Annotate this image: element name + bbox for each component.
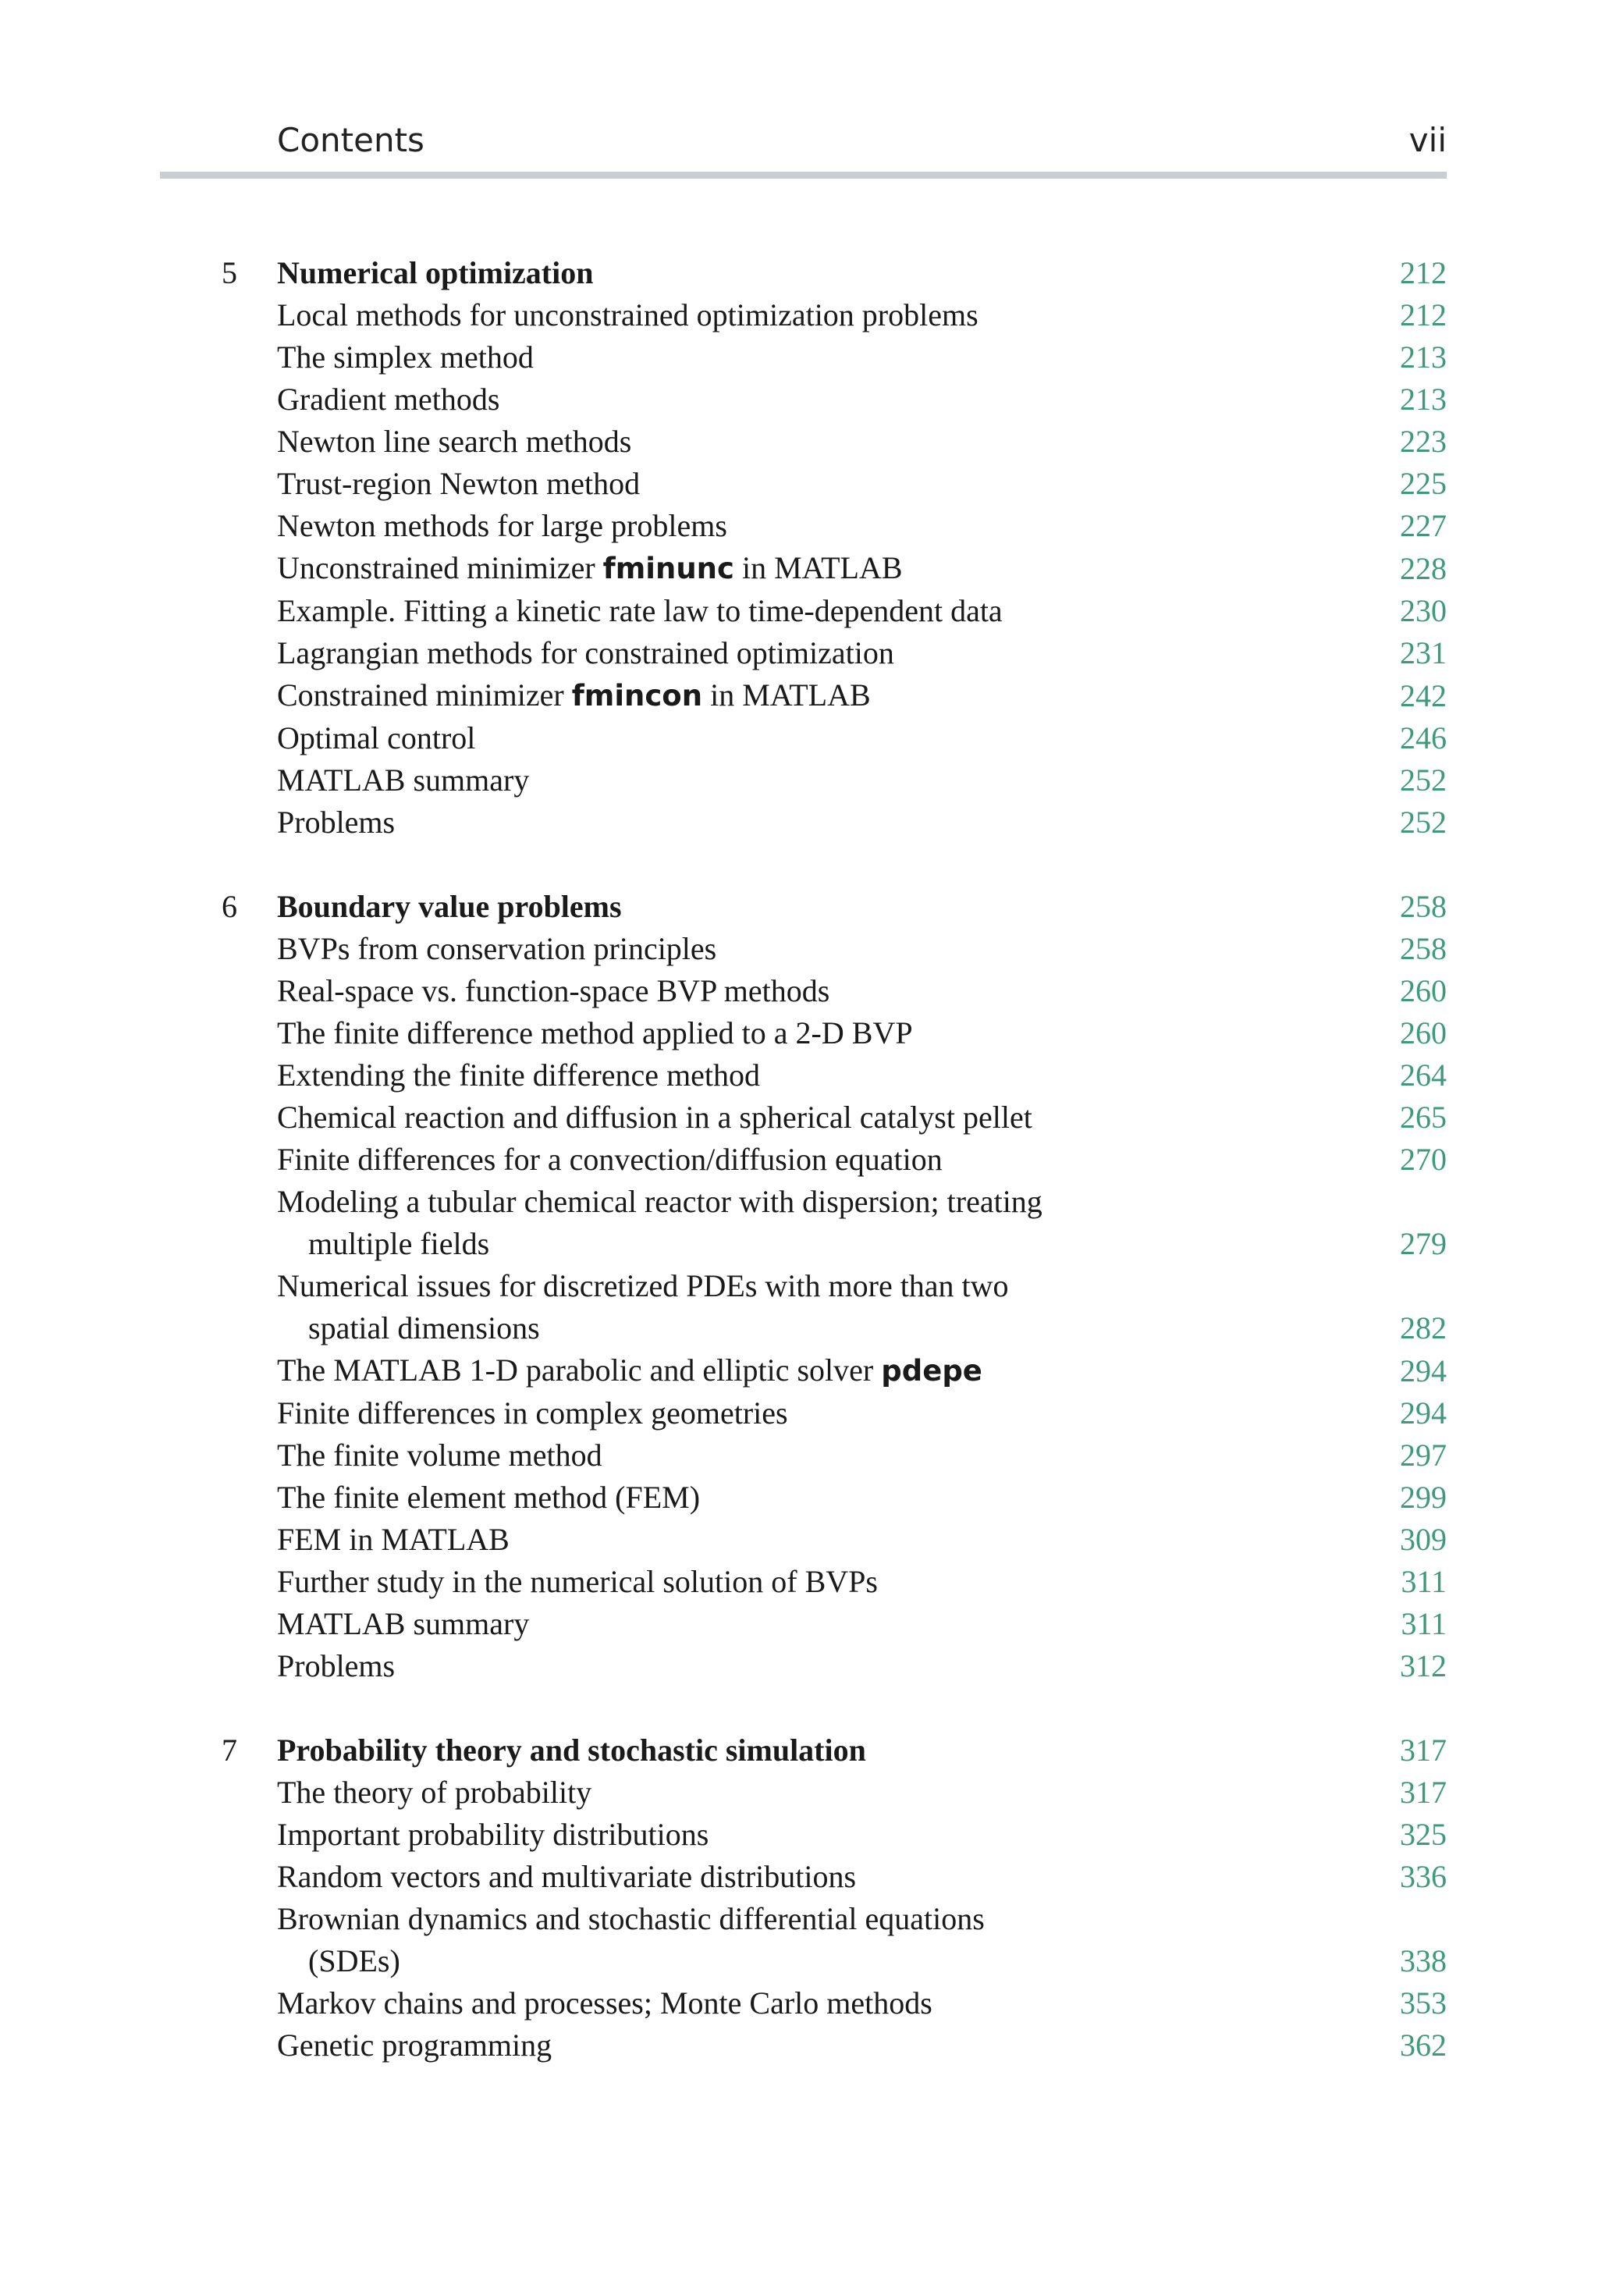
toc-entry[interactable] — [211, 1561, 1447, 1603]
entry-title: Problems — [277, 1648, 396, 1683]
page-ref: 223 — [1400, 424, 1447, 459]
page-ref: 260 — [1400, 973, 1447, 1008]
page-ref: 353 — [1400, 1985, 1447, 2021]
page-title: Contents — [277, 121, 424, 159]
page-ref: 212 — [1400, 255, 1447, 290]
code-term: pdepe — [881, 1354, 982, 1388]
toc-entry[interactable] — [211, 1477, 1447, 1519]
chapter-heading[interactable] — [211, 252, 1447, 294]
entry-title: Genetic programming — [277, 2028, 552, 2063]
entry-title: Extending the finite difference method — [277, 1057, 761, 1093]
entry-title: Optimal control — [277, 720, 476, 755]
toc-entry[interactable] — [211, 463, 1447, 505]
page-ref: 230 — [1400, 593, 1447, 628]
entry-title: Local methods for unconstrained optimization problems — [277, 297, 978, 332]
entry-title: Chemical reaction and diffusion in a spherical catalyst pellet — [277, 1100, 1032, 1135]
chapter-number: 6 — [222, 889, 237, 924]
page-ref: 279 — [1400, 1226, 1447, 1261]
entry-title: The finite element method (FEM) — [277, 1480, 701, 1515]
toc-entry[interactable] — [211, 379, 1447, 421]
entry-title: BVPs from conservation principles — [277, 931, 717, 966]
entry-line1: Numerical issues for discretized PDEs with more than two — [277, 1268, 1009, 1303]
toc-entry[interactable] — [211, 1519, 1447, 1561]
chapter-5 — [211, 252, 1447, 844]
chapter-heading[interactable] — [211, 886, 1447, 928]
toc-entry[interactable] — [211, 336, 1447, 379]
chapter-number: 5 — [222, 255, 237, 290]
page-ref: 258 — [1400, 931, 1447, 966]
entry-title — [277, 1265, 1337, 1349]
page-number: vii — [1408, 121, 1447, 159]
toc-entry[interactable] — [211, 717, 1447, 759]
chapter-title: Probability theory and stochastic simulation — [277, 1733, 866, 1768]
entry-title: Further study in the numerical solution of BVPs — [277, 1564, 878, 1599]
page-ref: 311 — [1401, 1564, 1447, 1599]
page-ref: 282 — [1400, 1310, 1447, 1345]
toc-entry[interactable] — [211, 294, 1447, 336]
entry-title — [277, 1898, 1337, 1982]
entry-line1: Brownian dynamics and stochastic differential equations — [277, 1901, 985, 1936]
toc-entry[interactable] — [211, 632, 1447, 674]
entry-line2: spatial dimensions — [308, 1310, 540, 1345]
toc-entry[interactable] — [211, 2024, 1447, 2067]
page-ref: 260 — [1400, 1015, 1447, 1050]
toc-entry[interactable] — [211, 1772, 1447, 1814]
toc-entry[interactable] — [211, 1603, 1447, 1645]
table-of-contents — [211, 252, 1447, 2109]
chapter-number: 7 — [222, 1733, 237, 1768]
page-ref: 311 — [1401, 1606, 1447, 1641]
running-head — [277, 117, 1447, 164]
toc-entry[interactable] — [211, 1054, 1447, 1096]
entry-title: Lagrangian methods for constrained optimization — [277, 635, 894, 670]
toc-entry[interactable] — [211, 1139, 1447, 1181]
entry-title — [277, 1349, 1337, 1392]
toc-entry[interactable] — [211, 801, 1447, 844]
toc-entry[interactable] — [211, 547, 1447, 590]
page-ref: 227 — [1400, 508, 1447, 543]
entry-title: MATLAB summary — [277, 1606, 530, 1641]
header-rule — [160, 172, 1447, 179]
entry-title: Trust-region Newton method — [277, 466, 641, 501]
toc-entry[interactable] — [211, 590, 1447, 632]
page-ref: 252 — [1400, 805, 1447, 840]
entry-title: Problems — [277, 805, 396, 840]
code-term: fmincon — [571, 679, 703, 713]
entry-title: Markov chains and processes; Monte Carlo methods — [277, 1985, 932, 2021]
entry-title: FEM in MATLAB — [277, 1522, 510, 1557]
chapter-heading[interactable] — [211, 1729, 1447, 1772]
toc-entry[interactable] — [211, 1856, 1447, 1898]
chapter-title: Boundary value problems — [277, 889, 622, 924]
page-ref: 270 — [1400, 1142, 1447, 1177]
page-ref: 312 — [1400, 1648, 1447, 1683]
entry-title: The theory of probability — [277, 1775, 592, 1810]
page-ref: 265 — [1400, 1100, 1447, 1135]
page-ref: 294 — [1400, 1395, 1447, 1431]
entry-title: The simplex method — [277, 339, 534, 375]
page-ref: 338 — [1400, 1943, 1447, 1978]
page-ref: 317 — [1400, 1775, 1447, 1810]
entry-text: Constrained minimizer — [277, 677, 572, 713]
page-ref: 246 — [1400, 720, 1447, 755]
toc-entry[interactable] — [211, 505, 1447, 547]
page-ref: 225 — [1400, 466, 1447, 501]
toc-entry[interactable] — [211, 928, 1447, 970]
page-ref: 212 — [1400, 297, 1447, 332]
entry-title: The finite volume method — [277, 1438, 602, 1473]
page-ref: 252 — [1400, 762, 1447, 798]
page-ref: 297 — [1400, 1438, 1447, 1473]
page-ref: 231 — [1400, 635, 1447, 670]
page-ref: 362 — [1400, 2028, 1447, 2063]
page-ref: 317 — [1400, 1733, 1447, 1768]
page-ref: 213 — [1400, 339, 1447, 375]
page-ref: 242 — [1400, 678, 1447, 713]
entry-title: Random vectors and multivariate distributions — [277, 1859, 857, 1894]
entry-text: in MATLAB — [702, 677, 871, 713]
toc-entry[interactable] — [211, 1982, 1447, 2024]
toc-entry[interactable] — [211, 421, 1447, 463]
toc-entry[interactable] — [211, 1265, 1447, 1349]
entry-title: Newton methods for large problems — [277, 508, 727, 543]
page-ref: 336 — [1400, 1859, 1447, 1894]
chapter-7 — [211, 1729, 1447, 2067]
entry-title: Finite differences in complex geometries — [277, 1395, 788, 1431]
entry-title: Real-space vs. function-space BVP methods — [277, 973, 830, 1008]
entry-title: Gradient methods — [277, 382, 500, 417]
entry-text: Unconstrained minimizer — [277, 550, 603, 585]
entry-text: The MATLAB 1-D parabolic and elliptic solver — [277, 1352, 882, 1388]
toc-entry[interactable] — [211, 759, 1447, 801]
page-ref: 264 — [1400, 1057, 1447, 1093]
toc-entry[interactable] — [211, 1012, 1447, 1054]
entry-title: Example. Fitting a kinetic rate law to time-dependent data — [277, 593, 1003, 628]
entry-title: Important probability distributions — [277, 1817, 709, 1852]
toc-entry[interactable] — [211, 970, 1447, 1012]
page-ref: 309 — [1400, 1522, 1447, 1557]
page-ref: 325 — [1400, 1817, 1447, 1852]
toc-entry[interactable] — [211, 1645, 1447, 1687]
entry-title: MATLAB summary — [277, 762, 530, 798]
code-term: fminunc — [602, 552, 734, 585]
toc-entry[interactable] — [211, 1392, 1447, 1434]
entry-line2: multiple fields — [308, 1226, 490, 1261]
toc-entry[interactable] — [211, 1181, 1447, 1265]
page-ref: 258 — [1400, 889, 1447, 924]
page-ref: 228 — [1400, 551, 1447, 586]
page-ref: 213 — [1400, 382, 1447, 417]
toc-entry[interactable] — [211, 1898, 1447, 1982]
toc-entry[interactable] — [211, 674, 1447, 717]
entry-title: The finite difference method applied to a 2-D BVP — [277, 1015, 913, 1050]
entry-title — [277, 547, 1337, 590]
entry-line2: (SDEs) — [308, 1943, 400, 1978]
toc-entry[interactable] — [211, 1434, 1447, 1477]
page-ref: 299 — [1400, 1480, 1447, 1515]
entry-text: in MATLAB — [733, 550, 903, 585]
toc-entry[interactable] — [211, 1096, 1447, 1139]
chapter-title: Numerical optimization — [277, 255, 594, 290]
entry-title: Newton line search methods — [277, 424, 632, 459]
toc-entry[interactable] — [211, 1349, 1447, 1392]
entry-title: Finite differences for a convection/diffusion equation — [277, 1142, 943, 1177]
page-ref: 294 — [1400, 1353, 1447, 1388]
entry-title — [277, 674, 1337, 717]
entry-line1: Modeling a tubular chemical reactor with dispersion; treating — [277, 1184, 1042, 1219]
entry-title — [277, 1181, 1337, 1265]
chapter-6 — [211, 886, 1447, 1687]
toc-entry[interactable] — [211, 1814, 1447, 1856]
